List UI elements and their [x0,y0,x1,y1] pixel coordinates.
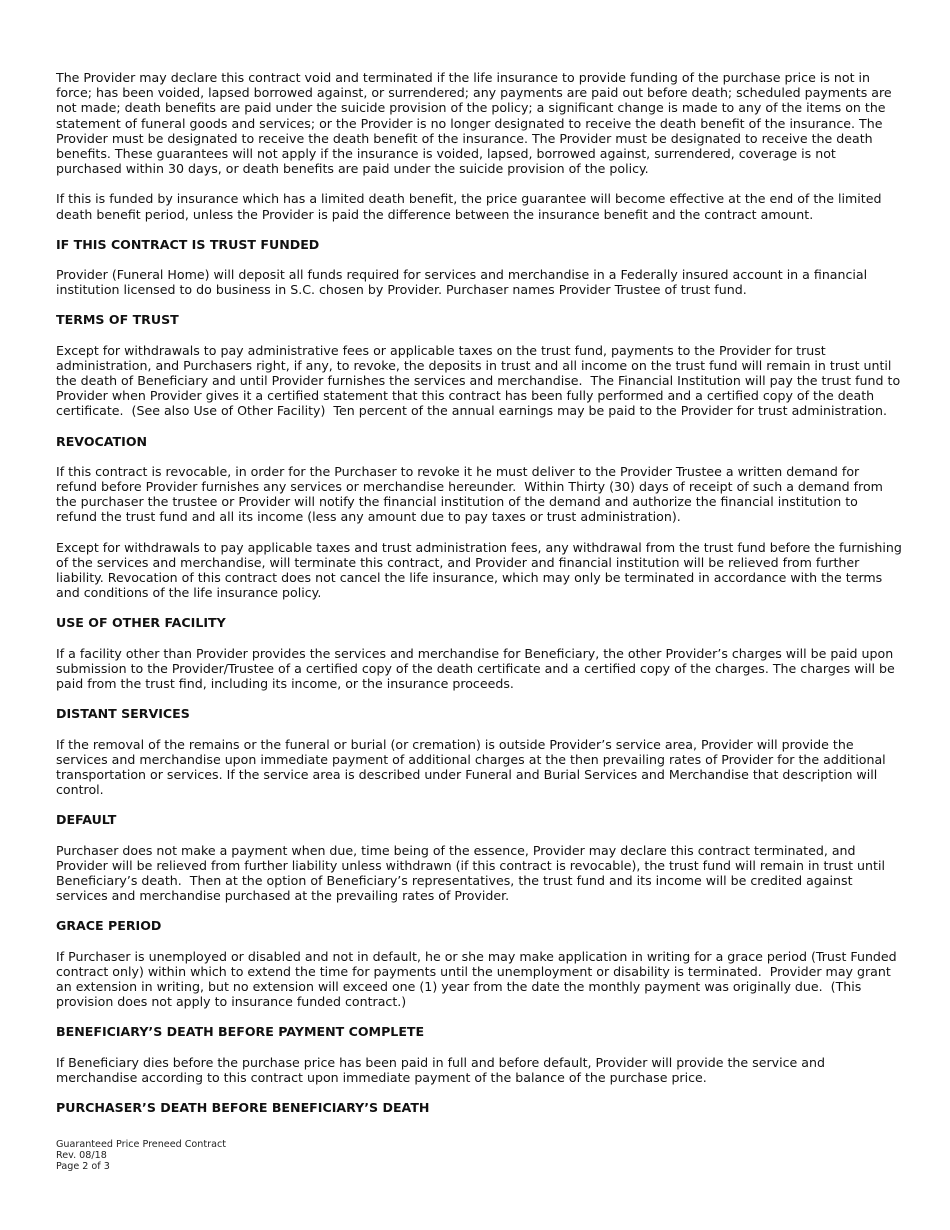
page-footer [56,1139,226,1172]
paragraph-default: Purchaser does not make a payment when due, time being of the essence, Provider may declare this contract terminated, and Provider will be relieved from further liability unless withdrawn (if this contract is revocable), the trust fund will remain in trust until Beneficiary’s death. Then at the option of Beneficiary’s representatives, the trust fund and its income will be credited against services and merchandise purchased at the prevailing rates of Provider. [56,842,889,904]
paragraph-trust-funded: Provider (Funeral Home) will deposit all funds required for services and merchandise in a Federally insured account in a financial institution licensed to do business in S.C. chosen by Provider. Purchaser names Provider Trustee of trust fund. [56,267,872,298]
heading-use-of-other-facility: USE OF OTHER FACILITY [56,615,226,631]
paragraph-beneficiary-death: If Beneficiary dies before the purchase price has been paid in full and before default, Provider will provide the service and merchandise according to this contract upon immediate payment of the balance of the purchase price. [56,1054,829,1085]
paragraph-limited-death-benefit: If this is funded by insurance which has a limited death benefit, the price guarantee will become effective at the end of the limited death benefit period, unless the Provider is paid the difference between the insurance benefit and the contract amount. [56,191,886,222]
paragraph-grace-period: If Purchaser is unemployed or disabled and not in default, he or she may make application in writing for a grace period (Trust Funded contract only) within which to extend the time for payments until the unemployment or disability is terminated. Provider may grant an extension in writing, but no extension will exceed one (1) year from the date the monthly payment was originally due. (This provision does not apply to insurance funded contract.) [56,948,901,1010]
paragraph-revocation: If this contract is revocable, in order for the Purchaser to revoke it he must deliver to the Provider Trustee a written demand for refund before Provider furnishes any services or merchandise hereunder. Within Thirty (30) days of receipt of such a demand from the purchaser the trustee or Provider will notify the financial institution of the demand and authorize the financial institution to refund the trust fund and all its income (less any amount due to pay taxes or trust administration). [56,463,887,525]
heading-terms-of-trust: TERMS OF TRUST [56,312,179,328]
paragraph-withdrawals: Except for withdrawals to pay applicable taxes and trust administration fees, any withdrawal from the trust fund before the furnishing of the services and merchandise, will terminate this contract, and Provider and financial institution will be relieved from further liability. Revocation of this contract does not cancel the life insurance, which may only be terminated in accordance with the terms and conditions of the life insurance policy. [56,539,906,601]
heading-purchaser-death: PURCHASER’S DEATH BEFORE BENEFICIARY’S DEATH [56,1099,430,1115]
paragraph-use-of-other-facility: If a facility other than Provider provides the services and merchandise for Beneficiary, the other Provider’s charges will be paid upon submission to the Provider/Trustee of a certified copy of the death certificate and a certified copy of the charges. The charges will be paid from the trust find, including its income, or the insurance proceeds. [56,645,899,692]
heading-beneficiary-death: BENEFICIARY’S DEATH BEFORE PAYMENT COMPLETE [56,1024,425,1040]
heading-revocation: REVOCATION [56,433,148,449]
paragraph-void-termination: The Provider may declare this contract void and terminated if the life insurance to provide funding of the purchase price is not in force; has been voided, lapsed borrowed against, or surrendered; any payments are paid out before death; scheduled payments are not made; death benefits are paid under the suicide provision of the policy; a significant change is made to any of the items on the statement of funeral goods and services; or the Provider is no longer designated to receive the death benefit of the insurance. The Provider must be designated to receive the death benefit of the insurance. The Provider must be designated to receive the death benefits. These guarantees will not apply if the insurance is voided, lapsed, borrowed against, surrendered, coverage is not purchased within 30 days, or death benefits are paid under the suicide provision of the policy. [56,70,896,177]
footer-document-title: Guaranteed Price Preneed Contract [56,1139,227,1150]
footer-page-number: Page 2 of 3 [56,1161,110,1172]
footer-revision: Rev. 08/18 [56,1150,107,1161]
heading-default: DEFAULT [56,812,117,828]
paragraph-distant-services: If the removal of the remains or the funeral or burial (or cremation) is outside Provider’s service area, Provider will provide the services and merchandise upon immediate payment of additional charges at the then prevailing rates of Provider for the additional transportation or services. If the service area is described under Funeral and Burial Services and Merchandise that description will control. [56,736,890,798]
document-body [56,70,906,1130]
heading-grace-period: GRACE PERIOD [56,918,162,934]
paragraph-terms-of-trust: Except for withdrawals to pay administrative fees or applicable taxes on the trust fund, payments to the Provider for trust administration, and Purchasers right, if any, to revoke, the deposits in trust and all income on the trust fund will remain in trust until the death of Beneficiary and until Provider furnishes the services and merchandise. The Financial Institution will pay the trust fund to Provider when Provider gives it a certified statement that this contract has been fully performed and a certified copy of the death certificate. (See also Use of Other Facility) Ten percent of the annual earnings may be paid to the Provider for trust administration. [56,342,905,419]
heading-distant-services: DISTANT SERVICES [56,706,190,722]
heading-trust-funded: IF THIS CONTRACT IS TRUST FUNDED [56,236,320,252]
